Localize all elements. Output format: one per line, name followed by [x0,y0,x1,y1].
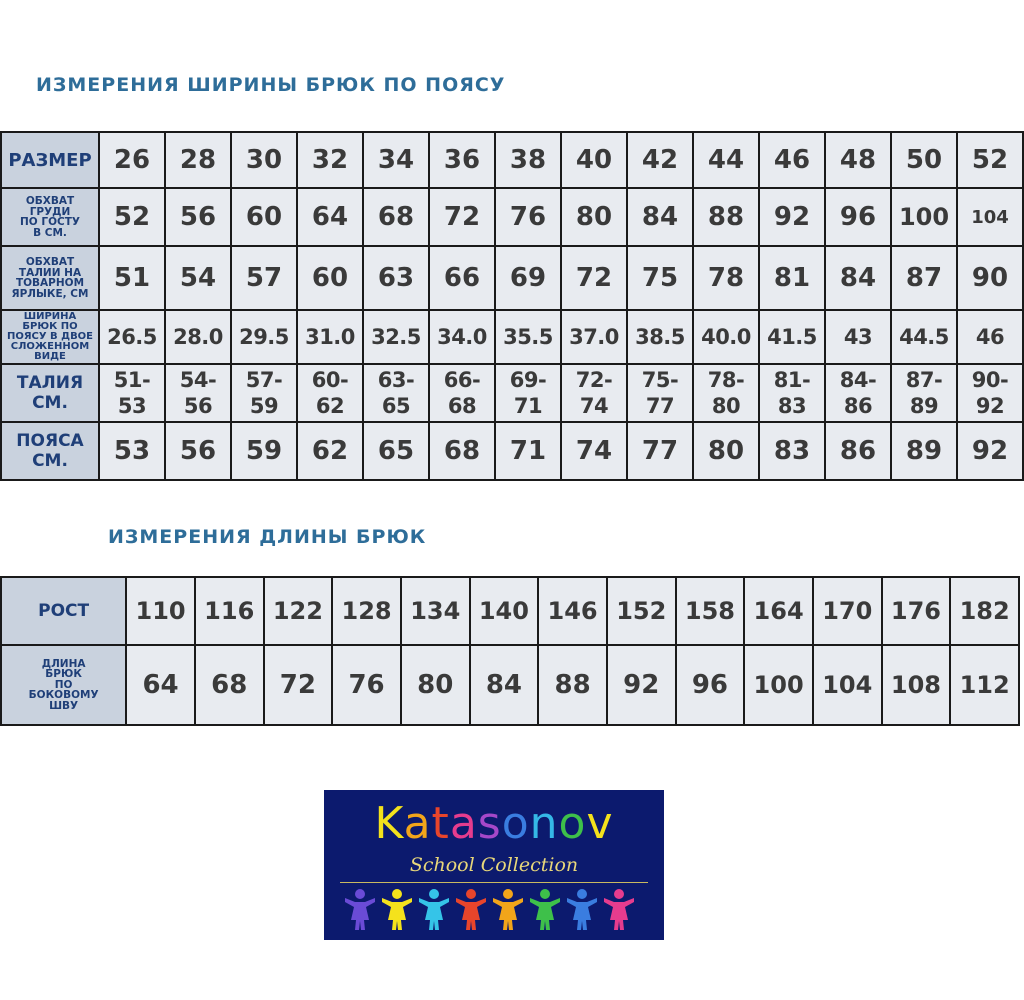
waist-table-cell: 68 [363,188,429,246]
logo-brand-name [324,798,664,849]
row-header-line: БОКОВОМУ [28,689,99,702]
waist-size-table [0,131,1024,481]
range-part: 59 [249,394,279,418]
waist-table-cell: 38 [495,132,561,188]
waist-row-header [1,364,99,422]
logo-letter: o [558,798,587,849]
waist-table-cell: 40.0 [693,310,759,364]
row-header-line: СМ. [32,451,68,471]
child-figure-icon [567,889,597,930]
waist-table-cell: 26.5 [99,310,165,364]
row-header-line: СМ. [32,393,68,413]
waist-table-row [1,422,1023,480]
logo-letter: o [501,798,530,849]
logo-letter: K [374,798,404,849]
logo-subtitle: School Collection [409,854,579,876]
waist-table-row [1,364,1023,422]
length-table-cell: 128 [332,577,401,645]
length-table-cell: 176 [882,577,951,645]
waist-table-cell: 60 [231,188,297,246]
waist-table-cell: 83 [759,422,825,480]
length-table-cell: 88 [538,645,607,725]
waist-table-cell [231,364,297,422]
waist-table-cell [759,364,825,422]
waist-table-cell: 92 [759,188,825,246]
waist-table-cell: 28 [165,132,231,188]
range-part: 72- [575,368,613,392]
waist-table-cell [627,364,693,422]
range-part: 81- [773,368,811,392]
waist-table-row [1,188,1023,246]
range-part: 74 [579,394,609,418]
waist-section-title: ИЗМЕРЕНИЯ ШИРИНЫ БРЮК ПО ПОЯСУ [36,74,506,96]
row-header-line: ОБХВАТ [25,256,75,268]
waist-table-cell: 92 [957,422,1023,480]
length-size-table [0,576,1020,726]
length-table-row [1,645,1019,725]
waist-table-cell: 65 [363,422,429,480]
row-header-line: В СМ. [33,226,67,239]
row-header-line: ПО ГОСТУ [20,216,80,228]
child-figure-icon [604,889,634,930]
logo-children-figures [344,888,644,932]
child-figure-icon [419,889,449,930]
waist-table-cell [363,364,429,422]
child-figure-icon [345,889,375,930]
waist-table-cell: 37.0 [561,310,627,364]
range-part: 68 [447,394,477,418]
length-table-cell: 182 [950,577,1019,645]
waist-table-cell: 42 [627,132,693,188]
range-part: 57- [245,368,283,392]
waist-table-cell: 50 [891,132,957,188]
waist-row-header [1,188,99,246]
waist-table-cell: 28.0 [165,310,231,364]
range-part: 78- [707,368,745,392]
length-row-header [1,645,126,725]
waist-row-header [1,132,99,188]
range-part: 86 [843,394,873,418]
waist-table-cell: 78 [693,246,759,310]
waist-table-cell: 72 [429,188,495,246]
waist-table-cell: 56 [165,422,231,480]
logo-letter: a [449,798,478,849]
waist-table-row [1,310,1023,364]
waist-table-cell: 43 [825,310,891,364]
waist-row-header [1,246,99,310]
row-header-line: ДЛИНА [41,657,86,670]
waist-table-row [1,132,1023,188]
waist-table-cell: 46 [957,310,1023,364]
length-table-cell: 68 [195,645,264,725]
waist-table-cell: 36 [429,132,495,188]
child-figure-icon [456,889,486,930]
waist-table-cell: 68 [429,422,495,480]
length-table-cell: 116 [195,577,264,645]
waist-table-cell [99,364,165,422]
waist-table-cell: 26 [99,132,165,188]
range-part: 69- [509,368,547,392]
waist-table-cell: 29.5 [231,310,297,364]
length-section-title: ИЗМЕРЕНИЯ ДЛИНЫ БРЮК [108,526,427,548]
waist-table-cell [165,364,231,422]
length-table-cell: 80 [401,645,470,725]
length-table-cell: 104 [813,645,882,725]
row-header-line: ТАЛИИ НА [18,266,82,279]
range-part: 56 [183,394,213,418]
length-table-cell: 108 [882,645,951,725]
range-part: 92 [975,394,1005,418]
waist-table-cell: 54 [165,246,231,310]
waist-table-cell: 59 [231,422,297,480]
waist-table-cell: 44.5 [891,310,957,364]
range-part: 53 [117,394,147,418]
length-table-cell: 92 [607,645,676,725]
range-part: 60- [311,368,349,392]
range-part: 83 [777,394,807,418]
range-part: 71 [513,394,543,418]
row-header-line: ТОВАРНОМ [15,277,85,289]
waist-table-cell: 57 [231,246,297,310]
row-header-line: ГРУДИ [29,205,71,218]
waist-table-cell: 88 [693,188,759,246]
range-part: 63- [377,368,415,392]
waist-table-cell: 74 [561,422,627,480]
range-part: 65 [381,394,411,418]
length-table-cell: 134 [401,577,470,645]
row-header-line: БРЮК ПО [22,321,78,332]
waist-table-cell [891,364,957,422]
waist-table-cell: 60 [297,246,363,310]
waist-table-cell: 87 [891,246,957,310]
length-table-cell: 170 [813,577,882,645]
range-part: 54- [179,368,217,392]
length-table-cell: 164 [744,577,813,645]
length-table-cell: 152 [607,577,676,645]
row-header-line: ТАЛИЯ [16,373,84,393]
length-table-cell: 100 [744,645,813,725]
range-part: 90- [971,368,1009,392]
logo-letter: v [586,798,614,849]
child-figure-icon [530,889,560,930]
row-header-line: ШИРИНА [23,311,77,322]
range-part: 89 [909,394,939,418]
waist-table-cell [429,364,495,422]
waist-table-cell: 80 [561,188,627,246]
waist-table-cell: 31.0 [297,310,363,364]
waist-table-cell: 51 [99,246,165,310]
waist-table-cell: 100 [891,188,957,246]
waist-table-cell: 86 [825,422,891,480]
waist-table-cell [561,364,627,422]
logo-letter: a [403,798,432,849]
waist-table-cell: 96 [825,188,891,246]
length-table-cell: 122 [264,577,333,645]
waist-table-cell: 84 [825,246,891,310]
waist-table-cell: 44 [693,132,759,188]
logo-letter: n [529,798,559,849]
waist-table-cell: 30 [231,132,297,188]
waist-table-cell: 64 [297,188,363,246]
range-part: 51- [113,368,151,392]
length-table-cell: 140 [470,577,539,645]
logo-letter: s [477,798,502,849]
waist-table-cell [693,364,759,422]
waist-table-cell: 104 [957,188,1023,246]
range-part: 87- [905,368,943,392]
brand-logo [324,790,664,940]
waist-table-cell: 62 [297,422,363,480]
waist-table-cell [957,364,1023,422]
range-part: 66- [443,368,481,392]
row-header-line: ПОЯСА [16,431,84,451]
length-table-cell: 72 [264,645,333,725]
waist-table-cell: 69 [495,246,561,310]
length-row-header [1,577,126,645]
waist-table-cell: 71 [495,422,561,480]
waist-table-cell: 81 [759,246,825,310]
length-table-cell: 84 [470,645,539,725]
waist-table-cell: 52 [957,132,1023,188]
length-table-cell: 158 [676,577,745,645]
waist-table-cell: 32.5 [363,310,429,364]
waist-table-cell [825,364,891,422]
logo-letter: t [431,798,450,849]
row-header-line: РОСТ [38,601,90,621]
waist-table-cell: 32 [297,132,363,188]
waist-table-cell: 72 [561,246,627,310]
waist-table-cell [495,364,561,422]
row-header-line: ЯРЛЫКЕ, СМ [11,287,89,300]
length-table-cell: 112 [950,645,1019,725]
waist-table-cell: 75 [627,246,693,310]
waist-table-cell: 77 [627,422,693,480]
waist-table-cell: 38.5 [627,310,693,364]
row-header-line: ПО [54,678,73,691]
range-part: 80 [711,394,741,418]
waist-table-cell: 41.5 [759,310,825,364]
length-table-row [1,577,1019,645]
row-header-line: БРЮК [45,668,82,681]
waist-table-cell: 52 [99,188,165,246]
waist-table-cell: 80 [693,422,759,480]
waist-table-cell: 56 [165,188,231,246]
logo-divider [340,882,648,883]
range-part: 84- [839,368,877,392]
length-table-cell: 96 [676,645,745,725]
waist-table-cell: 48 [825,132,891,188]
child-figure-icon [382,889,412,930]
length-table-cell: 110 [126,577,195,645]
child-figure-icon [493,889,523,930]
row-header-line: ОБХВАТ [25,195,75,207]
waist-table-cell: 89 [891,422,957,480]
range-part: 77 [645,394,675,418]
waist-row-header [1,310,99,364]
length-table-cell: 64 [126,645,195,725]
row-header-line: ВИДЕ [34,351,66,362]
waist-table-cell: 90 [957,246,1023,310]
range-part: 75- [641,368,679,392]
length-table-cell: 76 [332,645,401,725]
row-header-line: РАЗМЕР [8,149,92,171]
row-header-line: СЛОЖЕННОМ [10,341,90,352]
waist-table-cell: 84 [627,188,693,246]
waist-table-cell: 40 [561,132,627,188]
waist-table-cell: 34.0 [429,310,495,364]
waist-table-cell: 53 [99,422,165,480]
waist-table-cell: 66 [429,246,495,310]
range-part: 62 [315,394,345,418]
row-header-line: ПОЯСУ В ДВОЕ [6,331,94,342]
waist-row-header [1,422,99,480]
waist-table-cell: 76 [495,188,561,246]
waist-table-cell: 63 [363,246,429,310]
length-table-cell: 146 [538,577,607,645]
row-header-line: ШВУ [49,699,79,712]
waist-table-cell: 46 [759,132,825,188]
waist-table-cell: 35.5 [495,310,561,364]
waist-table-row [1,246,1023,310]
waist-table-cell: 34 [363,132,429,188]
waist-table-cell [297,364,363,422]
